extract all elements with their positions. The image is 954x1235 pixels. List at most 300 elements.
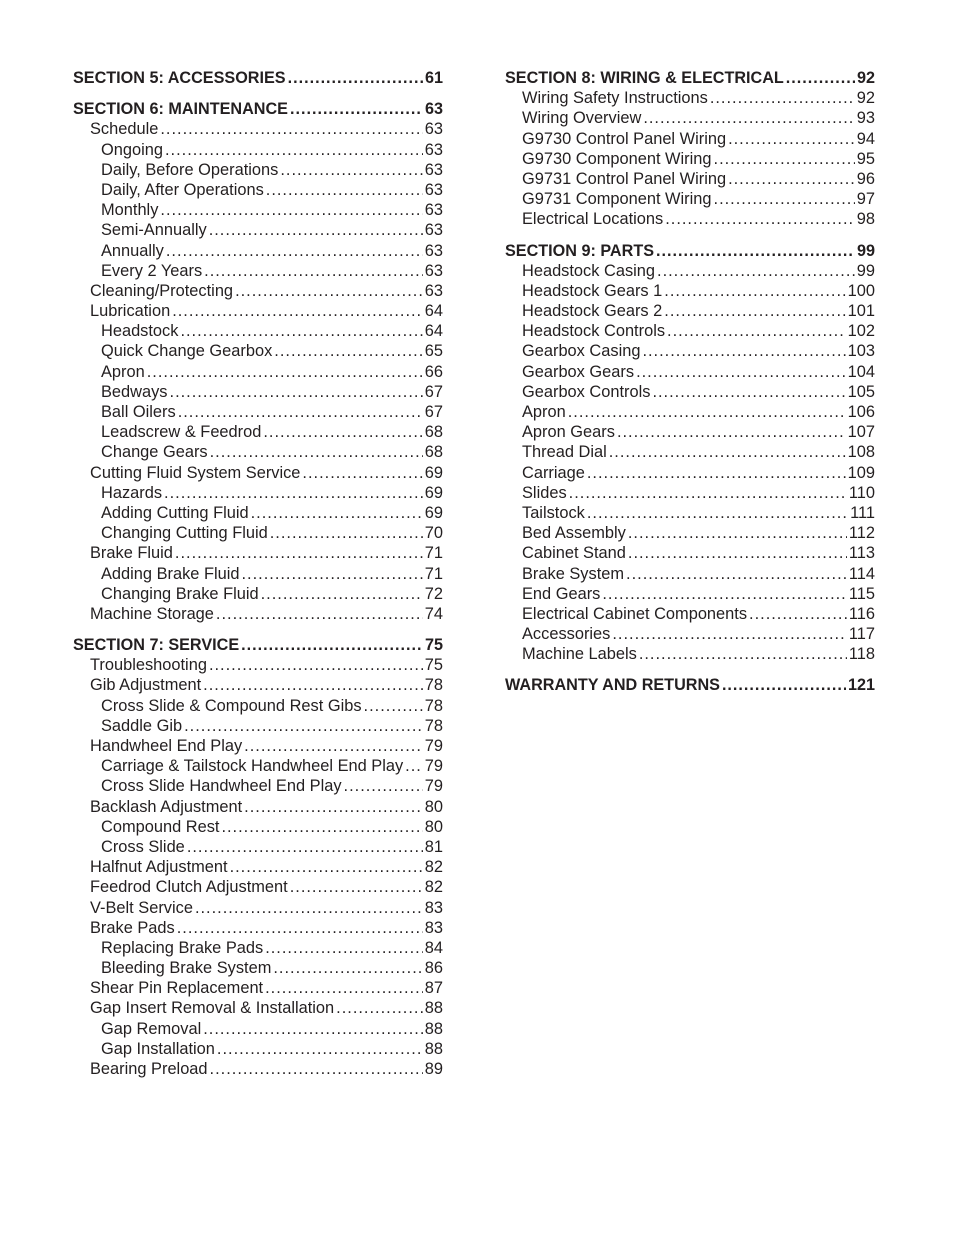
toc-page-number: 78: [424, 716, 443, 735]
toc-page-number: 106: [847, 403, 875, 421]
toc-page-number: 94: [856, 129, 875, 148]
toc-entry-title: Change Gears: [101, 443, 208, 462]
dot-leader: [652, 382, 845, 402]
dot-leader: [722, 675, 846, 695]
toc-entry-title: Wiring Safety Instructions: [522, 89, 708, 108]
toc-entry-title: Shear Pin Replacement: [90, 979, 264, 998]
toc-entry-title: Gib Adjustment: [90, 676, 202, 695]
dot-leader: [266, 180, 423, 200]
toc-entry-title: Daily, After Operations: [101, 180, 264, 199]
toc-subentry[interactable]: [73, 483, 443, 503]
dot-leader: [336, 998, 423, 1018]
toc-entry[interactable]: [505, 624, 875, 644]
toc-page-number: 110: [848, 483, 875, 502]
dot-leader: [728, 129, 855, 149]
toc-page-number: 93: [856, 109, 875, 128]
dot-leader: [290, 99, 423, 119]
dot-leader: [230, 857, 423, 877]
toc-page-number: 114: [848, 564, 875, 583]
toc-entry-title: G9730 Control Panel Wiring: [522, 129, 727, 148]
toc-entry-title: Ball Oilers: [101, 403, 176, 421]
toc-entry[interactable]: [505, 189, 875, 209]
toc-entry[interactable]: [505, 503, 875, 523]
toc-page-number: 82: [424, 878, 443, 897]
toc-entry[interactable]: [505, 463, 875, 483]
toc-section-heading[interactable]: [73, 635, 443, 655]
toc-subentry[interactable]: [73, 776, 443, 796]
toc-page-number: 67: [424, 403, 443, 421]
toc-entry-title: Accessories: [522, 625, 611, 644]
toc-page-number: 69: [424, 483, 443, 502]
toc-page-number: 68: [424, 423, 443, 442]
toc-entry-title: G9731 Control Panel Wiring: [522, 169, 727, 188]
toc-entry-title: Carriage & Tailstock Handwheel End Play: [101, 757, 404, 776]
toc-subentry[interactable]: [73, 584, 443, 604]
toc-entry-title: Cross Slide & Compound Rest Gibs: [101, 696, 362, 715]
toc-subentry[interactable]: [73, 716, 443, 736]
toc-subentry[interactable]: [73, 817, 443, 837]
toc-entry[interactable]: [505, 442, 875, 462]
toc-page-number: 63: [424, 120, 443, 139]
dot-leader: [749, 604, 847, 624]
dot-leader: [210, 442, 423, 462]
toc-entry-title: Machine Storage: [90, 604, 214, 623]
toc-page-number: 104: [847, 362, 875, 381]
toc-entry[interactable]: [73, 978, 443, 998]
dot-leader: [714, 189, 855, 209]
toc-subentry[interactable]: [73, 261, 443, 281]
toc-entry-title: Brake Pads: [90, 918, 175, 937]
toc-page-number: 66: [424, 362, 443, 381]
dot-leader: [177, 918, 423, 938]
toc-page-number: 99: [856, 241, 875, 260]
toc-page-number: 80: [424, 817, 443, 836]
toc-entry-title: Cross Slide Handwheel End Play: [101, 777, 342, 796]
toc-page-number: 83: [424, 898, 443, 917]
toc-page-number: 78: [424, 696, 443, 715]
toc-entry-title: Adding Cutting Fluid: [101, 503, 249, 522]
toc-subentry[interactable]: [73, 1039, 443, 1059]
toc-page-number: 67: [424, 382, 443, 401]
dot-leader: [180, 321, 422, 341]
dot-leader: [160, 200, 422, 220]
toc-section-heading[interactable]: [73, 68, 443, 88]
toc-page-number: 107: [847, 423, 875, 442]
toc-entry[interactable]: [505, 321, 875, 341]
toc-entry[interactable]: [505, 604, 875, 624]
toc-entry[interactable]: [73, 998, 443, 1018]
toc-subentry[interactable]: [73, 442, 443, 462]
toc-entry-title: Bed Assembly: [522, 524, 626, 543]
toc-entry[interactable]: [505, 584, 875, 604]
toc-entry[interactable]: [505, 281, 875, 301]
toc-entry[interactable]: [505, 543, 875, 563]
toc-entry-title: Cabinet Stand: [522, 544, 626, 563]
toc-page-number: 63: [424, 261, 443, 280]
toc-page-number: 63: [424, 281, 443, 300]
toc-entry-title: Apron: [101, 362, 145, 381]
dot-leader: [195, 898, 423, 918]
toc-entry-title: G9730 Component Wiring: [522, 149, 712, 168]
toc-entry-title: WARRANTY AND RETURNS: [505, 676, 720, 695]
dot-leader: [612, 624, 847, 644]
toc-entry-title: Gap Removal: [101, 1019, 202, 1038]
toc-entry-title: Cutting Fluid System Service: [90, 463, 301, 482]
dot-leader: [628, 523, 847, 543]
toc-page-number: 95: [856, 149, 875, 168]
toc-subentry[interactable]: [73, 696, 443, 716]
toc-entry[interactable]: [505, 362, 875, 382]
toc-entry-title: Machine Labels: [522, 645, 637, 664]
dot-leader: [235, 281, 423, 301]
toc-page-number: 63: [424, 241, 443, 260]
toc-entry-title: Leadscrew & Feedrod: [101, 423, 262, 442]
toc-entry-title: Headstock Casing: [522, 261, 656, 280]
dot-leader: [172, 301, 423, 321]
toc-entry[interactable]: [505, 382, 875, 402]
dot-leader: [643, 108, 854, 128]
toc-page-number: 103: [847, 342, 875, 361]
toc-subentry[interactable]: [73, 200, 443, 220]
toc-entry-title: Electrical Cabinet Components: [522, 604, 748, 623]
toc-page-number: 70: [424, 524, 443, 543]
toc-page-number: 109: [847, 463, 875, 482]
toc-entry-title: SECTION 9: PARTS: [505, 241, 654, 260]
toc-entry-title: Troubleshooting: [90, 656, 207, 675]
toc-entry[interactable]: [73, 675, 443, 695]
dot-leader: [164, 483, 423, 503]
toc-entry-title: V-Belt Service: [90, 898, 193, 917]
toc-page-number: 72: [424, 584, 443, 603]
toc-entry-title: Bleeding Brake System: [101, 959, 272, 978]
toc-page-number: 84: [424, 938, 443, 957]
toc-entry[interactable]: [73, 918, 443, 938]
dot-leader: [280, 160, 422, 180]
toc-entry-title: Cross Slide: [101, 837, 185, 856]
toc-entry-title: Feedrod Clutch Adjustment: [90, 878, 288, 897]
toc-page-number: 65: [424, 342, 443, 361]
toc-page-number: 75: [424, 656, 443, 675]
toc-subentry[interactable]: [73, 564, 443, 584]
dot-leader: [274, 341, 422, 361]
toc-entry-title: Saddle Gib: [101, 716, 183, 735]
dot-leader: [263, 422, 422, 442]
dot-leader: [166, 241, 423, 261]
toc-subentry[interactable]: [73, 220, 443, 240]
dot-leader: [656, 241, 855, 261]
toc-subentry[interactable]: [73, 837, 443, 857]
toc-entry[interactable]: [73, 543, 443, 563]
toc-entry[interactable]: [505, 402, 875, 422]
dot-leader: [568, 402, 846, 422]
toc-entry-title: Electrical Locations: [522, 210, 664, 229]
toc-entry-title: Bearing Preload: [90, 1060, 208, 1078]
toc-entry-title: Hazards: [101, 483, 163, 502]
toc-page-number: 111: [850, 503, 875, 522]
toc-page-number: 75: [424, 636, 443, 655]
toc-page-number: 63: [424, 180, 443, 199]
dot-leader: [714, 149, 855, 169]
toc-page-number: 63: [424, 100, 443, 119]
toc-entry-title: Gearbox Controls: [522, 382, 651, 401]
toc-subentry[interactable]: [73, 241, 443, 261]
toc-page-number: 86: [424, 959, 443, 978]
toc-right-column: [505, 68, 875, 696]
toc-subentry[interactable]: [73, 422, 443, 442]
toc-entry[interactable]: [505, 341, 875, 361]
toc-entry[interactable]: [505, 523, 875, 543]
toc-page-number: 88: [424, 1019, 443, 1038]
dot-leader: [241, 635, 423, 655]
toc-entry-title: End Gears: [522, 584, 601, 603]
toc-page-number: 64: [424, 322, 443, 341]
toc-subentry[interactable]: [73, 180, 443, 200]
toc-subentry[interactable]: [73, 140, 443, 160]
toc-entry[interactable]: [505, 209, 875, 229]
toc-page-number: 115: [848, 584, 875, 603]
toc-page-number: 82: [424, 858, 443, 877]
dot-leader: [302, 463, 422, 483]
dot-leader: [664, 281, 845, 301]
toc-page-number: 79: [424, 737, 443, 755]
toc-entry-title: SECTION 5: ACCESSORIES: [73, 69, 286, 87]
toc-entry[interactable]: [73, 797, 443, 817]
toc-entry-title: Apron: [522, 403, 566, 421]
toc-entry-title: SECTION 7: SERVICE: [73, 636, 240, 655]
toc-page-number: 97: [856, 190, 875, 209]
toc-page-number: 116: [848, 604, 875, 623]
dot-leader: [175, 543, 423, 563]
toc-entry-title: Adding Brake Fluid: [101, 564, 240, 583]
toc-page-number: 113: [848, 544, 875, 563]
toc-subentry[interactable]: [73, 756, 443, 776]
toc-section-heading[interactable]: [505, 675, 875, 695]
dot-leader: [609, 442, 846, 462]
toc-entry-title: Carriage: [522, 463, 585, 482]
toc-entry-title: SECTION 8: WIRING & ELECTRICAL: [505, 69, 784, 87]
toc-entry[interactable]: [73, 1059, 443, 1079]
dot-leader: [209, 220, 423, 240]
toc-entry-title: Backlash Adjustment: [90, 797, 243, 816]
toc-entry-title: Wiring Overview: [522, 109, 642, 128]
dot-leader: [187, 837, 423, 857]
toc-page-number: 64: [424, 302, 443, 321]
toc-entry-title: Annually: [101, 241, 164, 260]
toc-entry[interactable]: [505, 301, 875, 321]
toc-entry-title: Handwheel End Play: [90, 737, 243, 755]
toc-entry-title: Bedways: [101, 382, 168, 401]
toc-page-number: 88: [424, 1039, 443, 1058]
toc-subentry[interactable]: [73, 382, 443, 402]
toc-entry-title: SECTION 6: MAINTENANCE: [73, 100, 288, 119]
toc-entry-title: Headstock Controls: [522, 322, 666, 341]
toc-entry[interactable]: [505, 261, 875, 281]
dot-leader: [178, 402, 423, 422]
dot-leader: [364, 696, 423, 716]
toc-page-number: 105: [847, 382, 875, 401]
toc-subentry[interactable]: [73, 523, 443, 543]
dot-leader: [273, 958, 422, 978]
toc-page-number: 98: [856, 210, 875, 229]
toc-entry-title: Gearbox Casing: [522, 342, 641, 361]
dot-leader: [344, 776, 423, 796]
toc-page-number: 71: [424, 544, 443, 563]
dot-leader: [261, 584, 423, 604]
dot-leader: [160, 119, 422, 139]
toc-page-number: 74: [424, 604, 443, 623]
toc-entry-title: Quick Change Gearbox: [101, 342, 273, 361]
toc-entry-title: Compound Rest: [101, 817, 220, 836]
toc-page-number: 63: [424, 221, 443, 240]
toc-page-number: 63: [424, 160, 443, 179]
toc-entry-title: Gap Insert Removal & Installation: [90, 999, 335, 1018]
toc-page-number: 83: [424, 918, 443, 937]
toc-entry-title: Schedule: [90, 120, 159, 139]
toc-subentry[interactable]: [73, 402, 443, 422]
dot-leader: [667, 321, 846, 341]
dot-leader: [210, 1059, 423, 1079]
dot-leader: [244, 797, 423, 817]
toc-entry-title: Changing Cutting Fluid: [101, 524, 268, 543]
toc-subentry[interactable]: [73, 503, 443, 523]
dot-leader: [665, 209, 855, 229]
dot-leader: [203, 1019, 423, 1039]
toc-subentry[interactable]: [73, 938, 443, 958]
toc-subentry[interactable]: [73, 321, 443, 341]
toc-subentry[interactable]: [73, 341, 443, 361]
toc-entry-title: Gap Installation: [101, 1039, 215, 1058]
toc-section-heading[interactable]: [505, 241, 875, 261]
dot-leader: [657, 261, 855, 281]
toc-page-number: 81: [424, 837, 443, 856]
dot-leader: [165, 140, 423, 160]
dot-leader: [664, 301, 845, 321]
dot-leader: [710, 88, 855, 108]
toc-page-number: 61: [424, 69, 443, 87]
toc-page-number: 68: [424, 443, 443, 462]
toc-entry-title: Headstock Gears 1: [522, 281, 663, 300]
dot-leader: [569, 483, 847, 503]
toc-page-number: 63: [424, 201, 443, 220]
toc-entry[interactable]: [505, 88, 875, 108]
toc-entry[interactable]: [73, 655, 443, 675]
toc-entry[interactable]: [73, 736, 443, 756]
toc-entry[interactable]: [73, 463, 443, 483]
dot-leader: [265, 938, 423, 958]
toc-entry-title: Changing Brake Fluid: [101, 584, 259, 603]
dot-leader: [617, 422, 846, 442]
dot-leader: [204, 261, 423, 281]
dot-leader: [147, 362, 423, 382]
toc-section-heading[interactable]: [73, 99, 443, 119]
toc-page-number: 92: [856, 69, 875, 87]
toc-entry-title: Lubrication: [90, 302, 171, 321]
toc-page-number: 96: [856, 169, 875, 188]
dot-leader: [265, 978, 423, 998]
dot-leader: [184, 716, 423, 736]
dot-leader: [244, 736, 423, 756]
toc-entry[interactable]: [505, 149, 875, 169]
toc-entry[interactable]: [73, 301, 443, 321]
toc-entry[interactable]: [505, 169, 875, 189]
toc-entry-title: Brake Fluid: [90, 544, 173, 563]
toc-entry-title: Apron Gears: [522, 423, 615, 442]
toc-page-number: 102: [847, 322, 875, 341]
dot-leader: [587, 463, 846, 483]
toc-entry[interactable]: [505, 108, 875, 128]
toc-page-number: 80: [424, 797, 443, 816]
dot-leader: [288, 68, 423, 88]
toc-entry[interactable]: [73, 857, 443, 877]
toc-entry[interactable]: [73, 281, 443, 301]
toc-page-number: 117: [848, 625, 875, 644]
toc-entry[interactable]: [505, 422, 875, 442]
toc-page-number: 89: [424, 1060, 443, 1078]
toc-page-number: 112: [848, 524, 875, 543]
dot-leader: [251, 503, 423, 523]
toc-entry[interactable]: [505, 644, 875, 664]
toc-entry-title: Headstock: [101, 322, 179, 341]
toc-subentry[interactable]: [73, 1019, 443, 1039]
dot-leader: [587, 503, 848, 523]
toc-page-number: 118: [848, 645, 875, 664]
toc-entry[interactable]: [73, 898, 443, 918]
toc-entry[interactable]: [505, 129, 875, 149]
toc-page-number: 88: [424, 999, 443, 1018]
toc-entry-title: Semi-Annually: [101, 221, 207, 240]
dot-leader: [628, 543, 847, 563]
toc-subentry[interactable]: [73, 958, 443, 978]
dot-leader: [242, 564, 423, 584]
toc-entry[interactable]: [73, 604, 443, 624]
dot-leader: [602, 584, 847, 604]
dot-leader: [786, 68, 855, 88]
toc-entry-title: Thread Dial: [522, 443, 607, 462]
toc-page-number: 69: [424, 463, 443, 482]
dot-leader: [642, 341, 845, 361]
toc-entry[interactable]: [505, 564, 875, 584]
toc-entry-title: Halfnut Adjustment: [90, 858, 228, 877]
toc-page-number: 69: [424, 503, 443, 522]
dot-leader: [270, 523, 423, 543]
toc-page-number: 99: [856, 261, 875, 280]
toc-entry-title: Every 2 Years: [101, 261, 203, 280]
toc-page-number: 63: [424, 140, 443, 159]
toc-entry-title: Headstock Gears 2: [522, 302, 663, 321]
toc-page-number: 108: [847, 443, 875, 462]
toc-entry-title: Daily, Before Operations: [101, 160, 279, 179]
toc-entry-title: Replacing Brake Pads: [101, 938, 264, 957]
dot-leader: [209, 655, 423, 675]
toc-section-heading[interactable]: [505, 68, 875, 88]
dot-leader: [290, 877, 423, 897]
toc-entry-title: G9731 Component Wiring: [522, 190, 712, 209]
toc-page-number: 71: [424, 564, 443, 583]
toc-entry[interactable]: [73, 119, 443, 139]
toc-page-number: 92: [856, 89, 875, 108]
toc-entry[interactable]: [505, 483, 875, 503]
toc-entry[interactable]: [73, 877, 443, 897]
toc-subentry[interactable]: [73, 362, 443, 382]
toc-entry-title: Slides: [522, 483, 567, 502]
toc-left-column: [73, 68, 443, 1079]
toc-subentry[interactable]: [73, 160, 443, 180]
toc-entry-title: Gearbox Gears: [522, 362, 635, 381]
toc-entry-title: Cleaning/Protecting: [90, 281, 234, 300]
dot-leader: [636, 362, 846, 382]
toc-entry-title: Tailstock: [522, 503, 585, 522]
toc-page-number: 87: [424, 979, 443, 998]
